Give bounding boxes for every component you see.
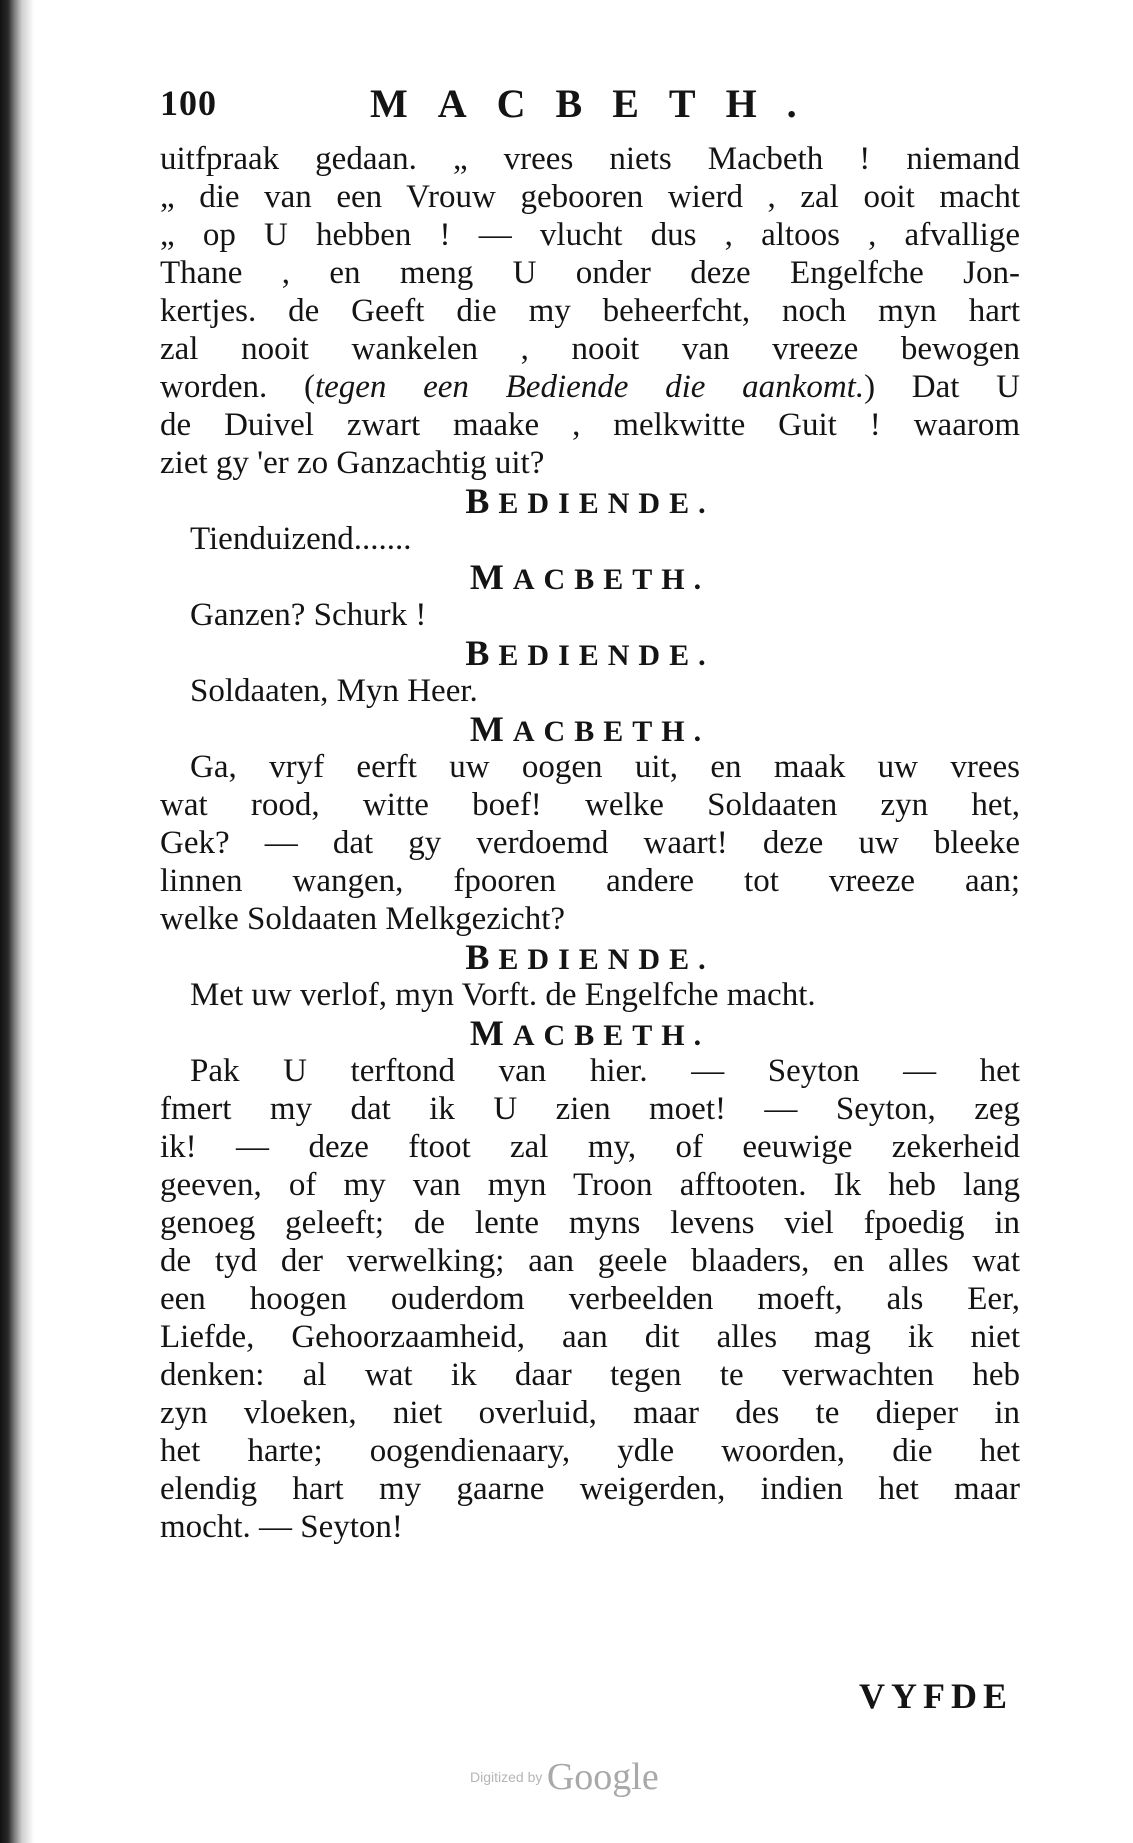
speaker-name: ACBETH. (512, 563, 711, 596)
text-line: de tyd der verwelking; aan geele blaaders, en alles wat (160, 1243, 1020, 1279)
speaker-initial: M (469, 709, 513, 749)
text-line: uitfpraak gedaan. „ vrees niets Macbeth ! niemand (160, 141, 1020, 177)
text-line: ziet gy 'er zo Ganzachtig uit? (160, 445, 545, 481)
speaker-name: EDIENDE. (498, 487, 715, 520)
text-line: genoeg geleeft; de lente myns levens viel fpoedig in (160, 1205, 1020, 1241)
text-line: denken: al wat ik daar tegen te verwachten heb (160, 1357, 1020, 1393)
speaker-initial: B (465, 633, 499, 673)
book-page (160, 70, 1040, 1546)
text-line: zal nooit wankelen , nooit van vreeze bewogen (160, 331, 1020, 367)
speaker-name: ACBETH. (512, 715, 711, 748)
text-line: mocht. — Seyton! (160, 1509, 403, 1545)
text-line: Gek? — dat gy verdoemd waart! deze uw bleeke (160, 825, 1020, 861)
google-logo: Google (546, 1756, 659, 1798)
text-line: Tienduizend....... (190, 521, 412, 557)
speaker-heading (160, 938, 1020, 976)
speaker-initial: M (469, 1013, 513, 1053)
speaker-initial: M (469, 557, 513, 597)
text-line: geeven, of my van myn Troon afftooten. Ik heb lang (160, 1167, 1020, 1203)
speaker-name: EDIENDE. (498, 943, 715, 976)
book-gutter-shadow (0, 0, 34, 1843)
stage-direction: tegen een Bediende die aankomt. (314, 369, 865, 405)
digitized-prefix: Digitized by (470, 1769, 543, 1785)
page-number: 100 (160, 83, 217, 123)
text-line: een hoogen ouderdom verbeelden moeft, als Eer, (160, 1281, 1020, 1317)
text-line: elendig hart my gaarne weigerden, indien het maar (160, 1471, 1020, 1507)
text-line: Liefde, Gehoorzaamheid, aan dit alles mag ik niet (160, 1319, 1020, 1355)
speaker-heading (160, 710, 1020, 748)
speaker-heading (160, 482, 1020, 520)
text-line: Ganzen? Schurk ! (190, 597, 427, 633)
text-line: „ die van een Vrouw gebooren wierd , zal ooit macht (160, 179, 1020, 215)
text-line: Soldaaten, Myn Heer. (190, 673, 478, 709)
text-line (160, 368, 1020, 406)
speaker-heading (160, 558, 1020, 596)
text-line: het harte; oogendienaary, ydle woorden, die het (160, 1433, 1020, 1469)
text-line: fmert my dat ik U zien moet! — Seyton, zeg (160, 1091, 1020, 1127)
speaker-name: EDIENDE. (498, 639, 715, 672)
speaker-initial: B (465, 481, 499, 521)
speaker-heading (160, 634, 1020, 672)
speaker-heading (160, 1014, 1020, 1052)
text-line: linnen wangen, fpooren andere tot vreeze aan; (160, 863, 1020, 899)
speaker-initial: B (465, 937, 499, 977)
running-title: MACBETH. (370, 81, 827, 126)
text-line: „ op U hebben ! — vlucht dus , altoos , afvallige (160, 217, 1020, 253)
text-fragment: worden. ( (160, 369, 315, 405)
text-line: Thane , en meng U onder deze Engelfche Jon- (160, 255, 1020, 291)
text-line: de Duivel zwart maake , melkwitte Guit ! waarom (160, 407, 1020, 443)
catchword: VYFDE (859, 1676, 1013, 1716)
text-line: Met uw verlof, myn Vorft. de Engelfche macht. (190, 977, 816, 1013)
text-line: Pak U terftond van hier. — Seyton — het (190, 1053, 1020, 1089)
text-line: wat rood, witte boef! welke Soldaaten zyn het, (160, 787, 1020, 823)
text-line: zyn vloeken, niet overluid, maar des te dieper in (160, 1395, 1020, 1431)
digitized-watermark (470, 1755, 659, 1799)
text-fragment: ) Dat U (864, 369, 1020, 405)
running-head (160, 70, 1040, 140)
text-line: ik! — deze ftoot zal my, of eeuwige zekerheid (160, 1129, 1020, 1165)
text-line: Ga, vryf eerft uw oogen uit, en maak uw vrees (190, 749, 1020, 785)
text-line: kertjes. de Geeft die my beheerfcht, noch myn hart (160, 293, 1020, 329)
text-line: welke Soldaaten Melkgezicht? (160, 901, 566, 937)
speaker-name: ACBETH. (512, 1019, 711, 1052)
text-block (160, 140, 1040, 1546)
